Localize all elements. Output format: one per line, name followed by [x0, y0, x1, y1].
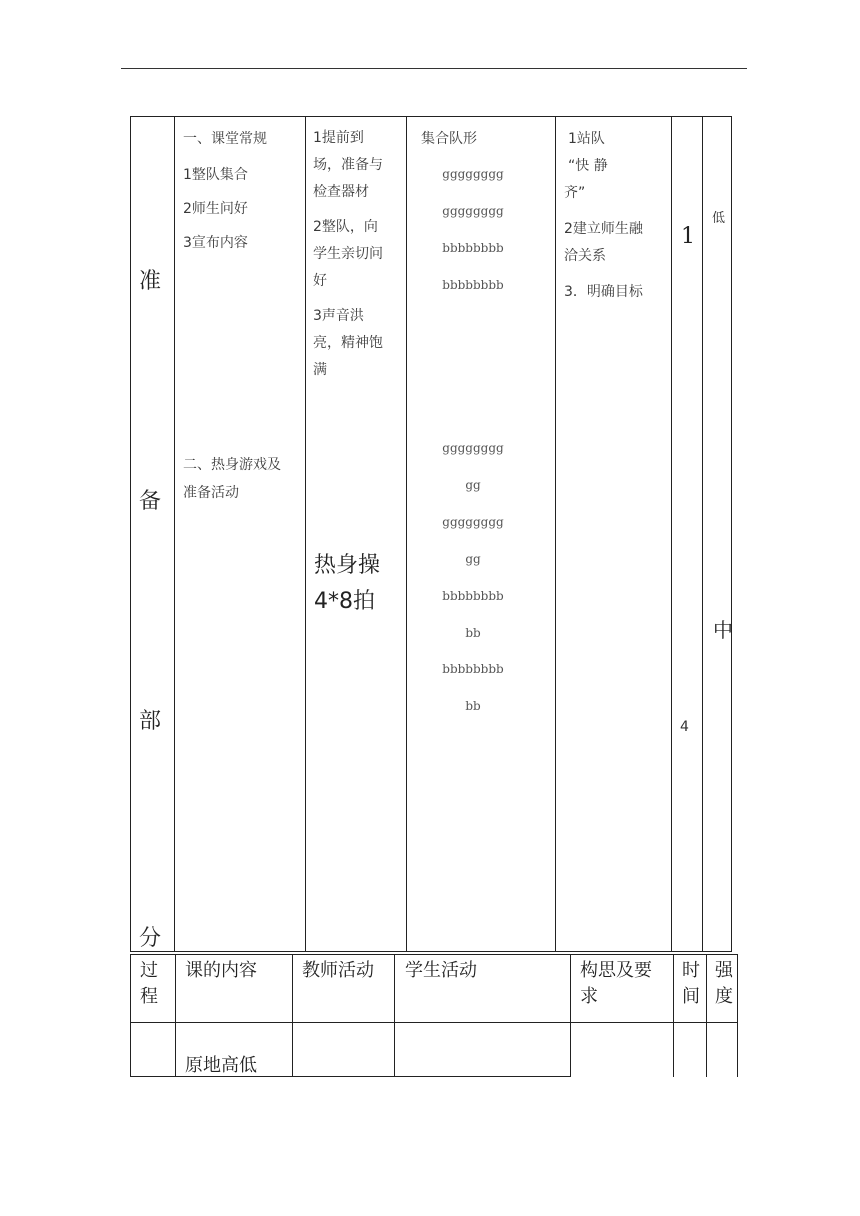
table-border-top: [130, 116, 732, 117]
col-divider: [706, 954, 707, 1077]
col-divider: [406, 116, 407, 952]
header-content: 课的内容: [185, 960, 257, 981]
warmup-exercise-line: 热身操: [314, 553, 381, 578]
formation-row: gggggggg: [442, 515, 504, 529]
design-line: 3．明确目标: [564, 284, 643, 300]
table-border-bottom: [130, 951, 732, 952]
design-line: 2建立师生融: [564, 221, 643, 237]
formation-row: bb: [465, 626, 481, 640]
teacher-line: 满: [313, 362, 327, 378]
col-divider: [555, 116, 556, 952]
routine-item: 1整队集合: [183, 167, 248, 183]
formation-row: gggggggg: [442, 441, 504, 455]
design-line: 1站队: [568, 131, 605, 147]
formation-title: 集合队形: [421, 131, 477, 147]
header-intensity: 强 度: [715, 960, 733, 1007]
col-divider: [702, 116, 703, 952]
formation-row: bb: [465, 699, 481, 713]
col-divider: [570, 954, 571, 1077]
header-process: 过 程: [140, 960, 158, 1007]
intensity-value: 中: [713, 618, 733, 642]
header-rule: [121, 68, 747, 69]
design-line: 洽关系: [564, 248, 606, 264]
routine-title: 一、课堂常规: [183, 131, 267, 147]
section-char: 部: [139, 709, 162, 734]
col-divider: [305, 116, 306, 952]
table-border-right: [731, 116, 732, 952]
next-row-content: 原地高低: [185, 1055, 257, 1076]
time-value: 1: [681, 224, 695, 249]
col-divider: [671, 116, 672, 952]
time-value: 4: [680, 719, 689, 735]
header-row-top-border: [130, 954, 738, 955]
formation-row: gggggggg: [442, 204, 504, 218]
warmup-title-line: 二、热身游戏及: [183, 457, 281, 473]
design-line: “快 静: [568, 158, 608, 174]
intensity-value: 低: [712, 211, 726, 226]
header-teacher: 教师活动: [302, 960, 374, 981]
teacher-activity-list: [313, 125, 403, 384]
col-divider: [292, 954, 293, 1077]
teacher-line: 2整队，向: [313, 219, 378, 235]
formation-row: gg: [465, 478, 481, 492]
teacher-line: 学生亲切问: [313, 246, 383, 262]
header-design: 构思及要 求: [580, 960, 652, 1007]
col-divider: [394, 954, 395, 1077]
formation-row: gg: [465, 552, 481, 566]
design-line: 齐”: [564, 185, 586, 201]
col-divider: [174, 116, 175, 952]
col-divider: [737, 954, 738, 1077]
teacher-line: 好: [313, 273, 327, 289]
col-divider: [175, 954, 176, 1077]
formation-row: bbbbbbbb: [442, 241, 504, 255]
teacher-line: 亮，精神饱: [313, 335, 383, 351]
col-divider: [130, 954, 131, 1077]
section-char: 分: [139, 926, 162, 951]
teacher-line: 检查器材: [313, 184, 369, 200]
routine-item: 3宣布内容: [183, 235, 248, 251]
formation-row: bbbbbbbb: [442, 589, 504, 603]
teacher-line: 场，准备与: [313, 157, 383, 173]
teacher-line: 1提前到: [313, 130, 364, 146]
col-divider: [673, 954, 674, 1077]
warmup-title-line: 准备活动: [183, 485, 239, 501]
formation-row: gggggggg: [442, 167, 504, 181]
header-row-bottom-border: [130, 1022, 738, 1023]
header-time: 时 间: [682, 960, 700, 1007]
routine-item: 2师生问好: [183, 201, 248, 217]
warmup-exercise-line: 4*8拍: [314, 589, 375, 614]
formation-row: bbbbbbbb: [442, 662, 504, 676]
formation-row: bbbbbbbb: [442, 278, 504, 292]
teacher-line: 3声音洪: [313, 308, 364, 324]
section-char: 准: [139, 269, 162, 294]
header-student: 学生活动: [405, 960, 477, 981]
table-border-left: [130, 116, 131, 952]
section-char: 备: [139, 489, 162, 514]
